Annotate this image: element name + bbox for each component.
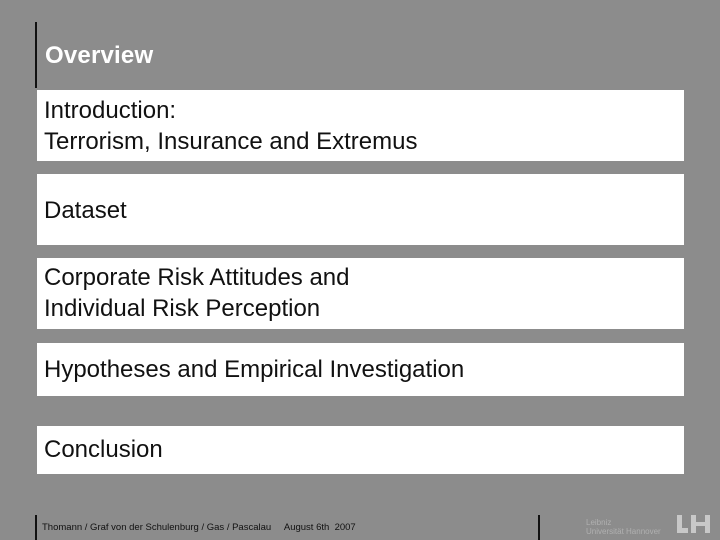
agenda-item-text: Terrorism, Insurance and Extremus — [44, 128, 418, 155]
agenda-item-conclusion — [37, 426, 684, 474]
footer-authors: Thomann / Graf von der Schulenburg / Gas / Pascalau — [42, 522, 272, 533]
agenda-item-dataset — [37, 174, 684, 245]
agenda-item-text: Hypotheses and Empirical Investigation — [44, 356, 465, 383]
footer-left-bar — [35, 515, 37, 540]
agenda-item-text: Introduction: — [44, 97, 177, 124]
logo-line1: Leibniz — [586, 518, 612, 527]
agenda-item-text: Dataset — [44, 197, 127, 224]
agenda-item-introduction — [37, 90, 684, 161]
university-logo-icon — [676, 512, 712, 536]
agenda-item-risk-attitudes — [37, 258, 684, 329]
agenda-item-text: Corporate Risk Attitudes and — [44, 264, 350, 291]
title-accent-bar — [35, 22, 37, 88]
footer-right-bar — [538, 515, 540, 540]
logo-line2: Universität Hannover — [586, 527, 661, 536]
agenda-item-text: Conclusion — [44, 436, 163, 463]
agenda-item-hypotheses — [37, 343, 684, 396]
slide-title: Overview — [45, 42, 154, 69]
footer-info — [42, 522, 356, 533]
footer-date: August 6th 2007 — [283, 522, 356, 533]
agenda-item-text: Individual Risk Perception — [44, 295, 321, 322]
university-logo-text — [586, 518, 661, 536]
